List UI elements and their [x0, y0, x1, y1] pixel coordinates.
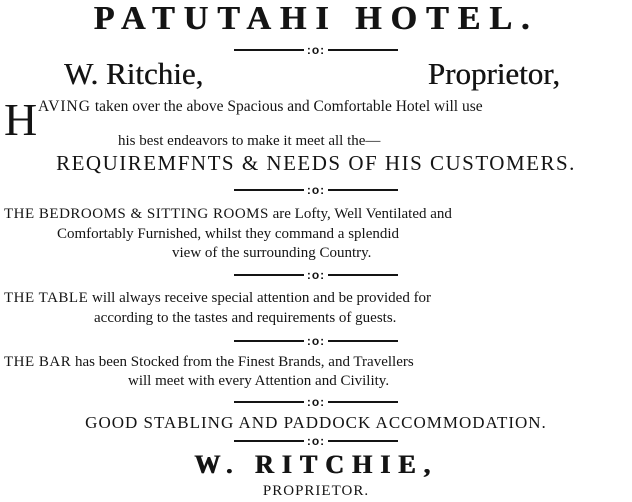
separator-2: [0, 183, 632, 197]
table-line-1-text: will always receive special attention and be provided for: [92, 290, 432, 306]
separator-1: [0, 43, 632, 57]
separator-mark: :o:: [306, 268, 326, 282]
bedrooms-line-2: Comfortably Furnished, whilst they command a splendid: [57, 226, 400, 242]
bedrooms-lead: THE BEDROOMS & SITTING ROOMS: [4, 206, 269, 222]
separator-mark: :o:: [306, 183, 326, 197]
stabling-line: GOOD STABLING AND PADDOCK ACCOMMODATION.: [85, 413, 547, 432]
separator-mark: :o:: [306, 334, 326, 348]
separator-mark: :o:: [306, 395, 326, 409]
separator-5: [0, 395, 632, 409]
separator-4: [0, 334, 632, 348]
bar-line-1-text: has been Stocked from the Finest Brands, and Travellers: [75, 354, 414, 370]
owner-role: Proprietor,: [427, 56, 560, 91]
intro-line-1-text: taken over the above Spacious and Comfortable Hotel will use: [94, 98, 483, 115]
separator-3: [0, 268, 632, 282]
proprietor-line: [0, 58, 632, 89]
bar-line-1: [0, 355, 632, 370]
table-line-2: according to the tastes and requirements of guests.: [94, 310, 397, 326]
intro-first-word: AVING: [38, 98, 91, 115]
requirements-heading: REQUIREMFNTS & NEEDS OF HIS CUSTOMERS.: [56, 151, 576, 175]
table-line-1: [0, 291, 632, 306]
signature-role: PROPRIETOR.: [262, 483, 370, 499]
owner-name: W. Ritchie,: [64, 56, 204, 91]
bedrooms-line-3: view of the surrounding Country.: [172, 245, 372, 261]
bar-lead: THE BAR: [4, 354, 72, 370]
hotel-title: PATUTAHI HOTEL.: [93, 0, 539, 37]
intro-line-2: his best endeavors to make it meet all the—: [118, 133, 381, 149]
drop-cap: H: [4, 94, 38, 145]
signature-name: W. RITCHIE,: [194, 450, 438, 479]
separator-6: [0, 434, 632, 448]
bedrooms-line-1-text: are Lofty, Well Ventilated and: [272, 206, 452, 222]
table-lead: THE TABLE: [4, 290, 89, 306]
separator-mark: :o:: [306, 43, 326, 57]
intro-line-1: [38, 99, 632, 115]
bar-line-2: will meet with every Attention and Civility.: [128, 373, 390, 389]
bedrooms-line-1: [0, 207, 632, 222]
separator-mark: :o:: [306, 434, 326, 448]
